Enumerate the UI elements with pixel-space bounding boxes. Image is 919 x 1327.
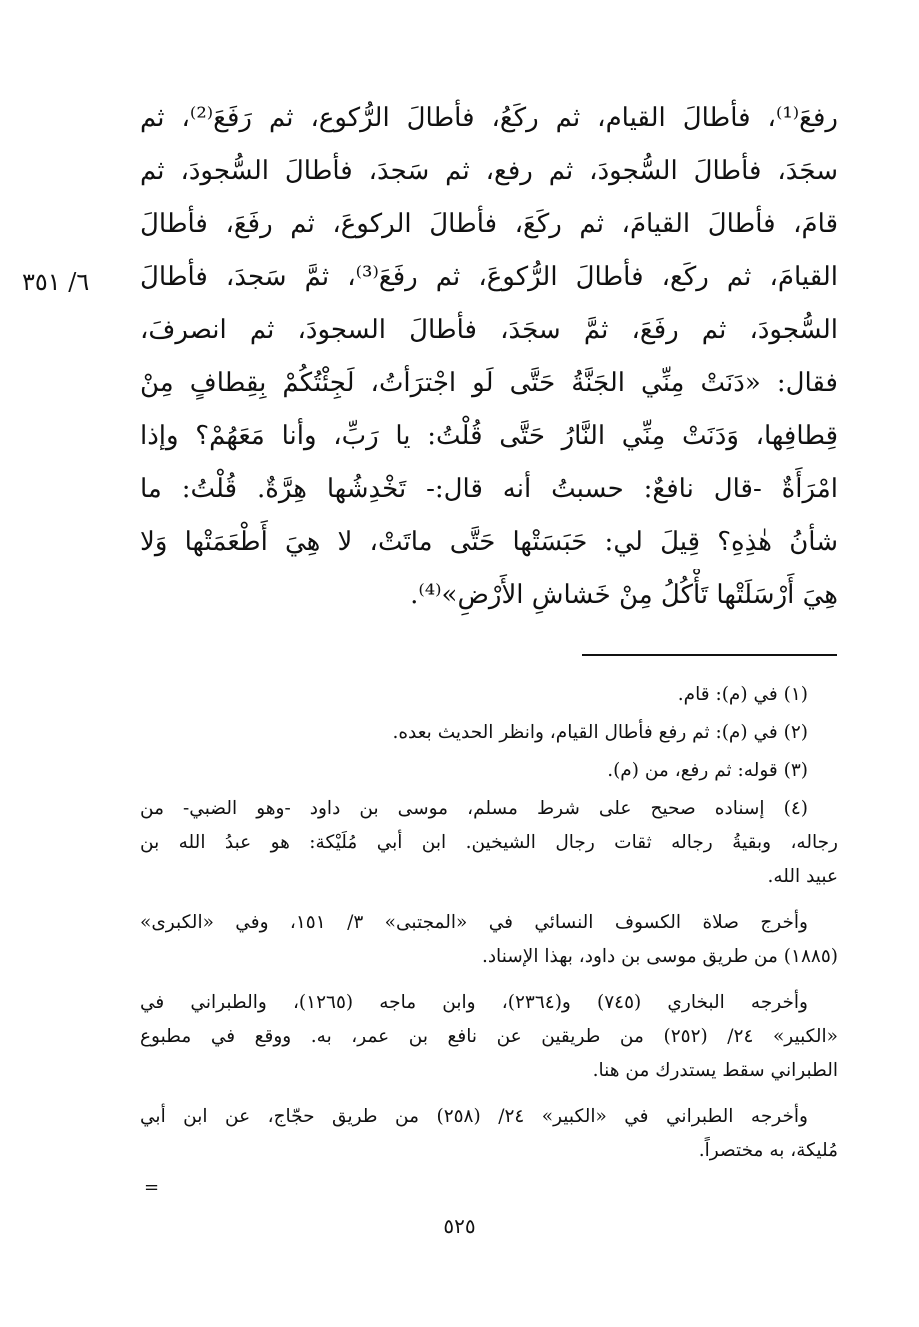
footnote-4-para-4 — [140, 1100, 838, 1168]
footnote-line: «الكبير» ٢٤/ (٢٥٢) من طريقين عن نافع بن عمر، به. ووقع في مطبوع — [140, 1026, 838, 1047]
main-line: امْرَأَةٌ -قال نافعٌ: حسبتُ أنه قال:- تَخْدِشُها هِرَّةٌ. قُلْتُ: ما — [140, 474, 838, 504]
footnote-line: وأخرجه البخاري (٧٤٥) و(٢٣٦٤)، وابن ماجه (١٢٦٥)، والطبراني في — [140, 992, 808, 1013]
main-line: سجَدَ، فأطالَ السُّجودَ، ثم رفع، ثم سَجدَ، فأطالَ السُّجودَ، ثم — [140, 156, 838, 186]
footnote-line: وأخرجه الطبراني في «الكبير» ٢٤/ (٢٥٨) من طريق حجّاج، عن ابن أبي — [140, 1106, 808, 1127]
main-line: قِطافِها، وَدَنَتْ مِنِّي النَّارُ حَتَّى قُلْتُ: يا رَبِّ، وأنا مَعَهُمْ؟ وإذا — [140, 421, 838, 451]
main-line: القيامَ، ثم ركَع، فأطالَ الرُّكوعَ، ثم رفَعَ⁽³⁾، ثمَّ سَجدَ، فأطالَ — [140, 262, 838, 292]
footnote-line: الطبراني سقط يستدرك من هنا. — [592, 1060, 838, 1081]
footnote-line: عبيد الله. — [767, 866, 838, 887]
main-line: هِيَ أَرْسَلَتْها تَأْكُلُ مِنْ خَشاشِ الأَرْضِ»⁽⁴⁾. — [410, 580, 838, 610]
footnote-line: مُليكة، به مختصراً. — [698, 1140, 838, 1161]
main-line: السُّجودَ، ثم رفَعَ، ثمَّ سجَدَ، فأطالَ السجودَ، ثم انصرفَ، — [140, 315, 838, 345]
footnote-3 — [140, 754, 838, 788]
footnote-divider — [582, 654, 837, 656]
main-line: شأنُ هٰذِهِ؟ قِيلَ لي: حَبَسَتْها حَتَّى ماتَتْ، لا هِيَ أَطْعَمَتْها وَلا — [140, 527, 838, 557]
footnote-line: (٢) في (م): ثم رفع فأطال القيام، وانظر الحديث بعده. — [392, 722, 808, 743]
footnote-1 — [140, 678, 838, 712]
footnote-line: (١) في (م): قام. — [677, 684, 808, 705]
main-line: قامَ، فأطالَ القيامَ، ثم ركَعَ، فأطالَ الركوعَ، ثم رفَعَ، فأطالَ — [140, 209, 838, 239]
footnote-4-para-3 — [140, 986, 838, 1088]
main-text-block — [140, 92, 838, 622]
footnote-line: رجاله، وبقيةُ رجاله ثقات رجال الشيخين. ابن أبي مُلَيْكة: هو عبدُ الله بن — [140, 832, 838, 853]
footnote-line: (٣) قوله: ثم رفع، من (م). — [607, 760, 808, 781]
main-line: فقال: «دَنَتْ مِنِّي الجَنَّةُ حَتَّى لَو اجْترَأتُ، لَجِئْتُكُمْ بِقِطافٍ مِنْ — [140, 368, 838, 398]
footnotes — [140, 678, 838, 1172]
main-line: رفعَ⁽¹⁾، فأطالَ القيام، ثم ركَعُ، فأطالَ الرُّكوع، ثم رَفَعَ⁽²⁾، ثم — [140, 103, 838, 133]
page-number: ٥٢٥ — [443, 1214, 476, 1238]
footnote-line: (١٨٨٥) من طريق موسى بن داود، بهذا الإسناد. — [481, 946, 838, 967]
footnote-2 — [140, 716, 838, 750]
footnote-line: (٤) إسناده صحيح على شرط مسلم، موسى بن داود -وهو الضبي- من — [140, 798, 808, 819]
continuation-mark: = — [144, 1177, 160, 1198]
footnote-4-para-2 — [140, 906, 838, 974]
margin-reference: ٦/ ٣٥١ — [22, 268, 90, 296]
footnote-4 — [140, 792, 838, 894]
footnote-line: وأخرج صلاة الكسوف النسائي في «المجتبى» ٣/ ١٥١، وفي «الكبرى» — [140, 912, 808, 933]
